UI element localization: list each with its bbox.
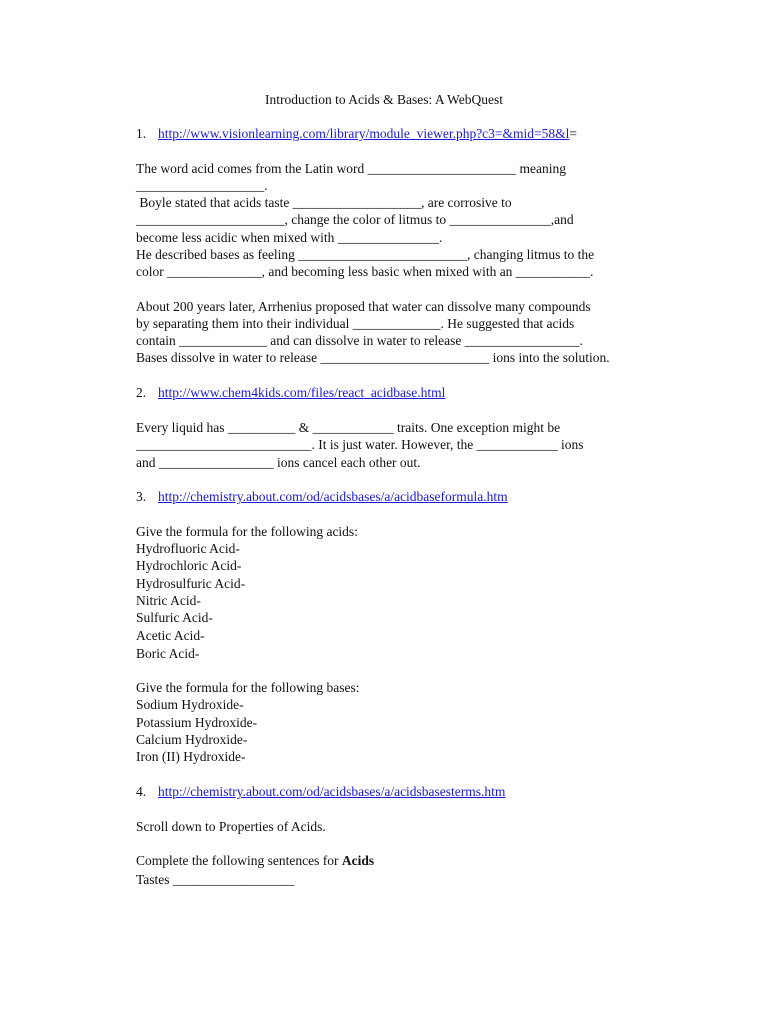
bases-heading: Give the formula for the following bases: [136, 680, 360, 695]
base-item: Sodium Hydroxide- [136, 697, 244, 712]
s1-line-4: become less acidic when mixed with _______________. [136, 230, 443, 245]
section-1-number: 1. [136, 126, 147, 141]
acid-item: Acetic Acid- [136, 628, 205, 643]
section-4-link[interactable]: http://chemistry.about.com/od/acidsbases/a/acidsbasesterms.htm [158, 784, 506, 799]
s1-line-2: Boyle stated that acids taste ___________________, are corrosive to [136, 195, 512, 210]
tastes-line: Tastes __________________ [136, 872, 295, 887]
s1-line-1: ___________________. [136, 178, 268, 193]
section-1-header [136, 126, 577, 142]
s2-line-1: __________________________. It is just water. However, the ____________ ions [136, 437, 584, 452]
acid-item: Hydrosulfuric Acid- [136, 576, 246, 591]
acid-item: Hydrofluoric Acid- [136, 541, 240, 556]
s2-line-0: Every liquid has __________ & ____________ traits. One exception might be [136, 420, 561, 435]
section-1-link-tail: = [569, 126, 578, 141]
section-2-header [136, 385, 445, 401]
base-item: Calcium Hydroxide- [136, 732, 248, 747]
s1-line-3: ______________________, change the color of litmus to _______________,and [136, 212, 574, 227]
s2-line-2: and _________________ ions cancel each other out. [136, 455, 421, 470]
acids-heading: Give the formula for the following acids: [136, 524, 358, 539]
complete-prefix: Complete the following sentences for [136, 853, 342, 868]
acid-item: Sulfuric Acid- [136, 610, 213, 625]
section-4-number: 4. [136, 784, 147, 799]
section-2-link[interactable]: http://www.chem4kids.com/files/react_acidbase.html [158, 385, 446, 400]
base-item: Potassium Hydroxide- [136, 715, 258, 730]
s1-line-6: color ______________, and becoming less basic when mixed with an ___________. [136, 264, 594, 279]
s1-para2-line-2: contain _____________ and can dissolve in water to release _________________. [136, 333, 583, 348]
section-1-link[interactable]: http://www.visionlearning.com/library/module_viewer.php?c3=&mid=58&l [158, 126, 570, 141]
s1-para2-line-0: About 200 years later, Arrhenius proposed that water can dissolve many compounds [136, 299, 591, 314]
complete-instruction [136, 853, 374, 869]
s1-para2-line-3: Bases dissolve in water to release _________________________ ions into the solution. [136, 350, 610, 365]
section-3-header [136, 489, 508, 505]
s1-line-0: The word acid comes from the Latin word ______________________ meaning [136, 161, 567, 176]
section-4-header [136, 784, 505, 800]
section-2-number: 2. [136, 385, 147, 400]
s1-line-5: He described bases as feeling _________________________, changing litmus to the [136, 247, 595, 262]
acid-item: Boric Acid- [136, 646, 200, 661]
s1-para2-line-1: by separating them into their individual _____________. He suggested that acids [136, 316, 575, 331]
scroll-instruction: Scroll down to Properties of Acids. [136, 819, 326, 834]
base-item: Iron (II) Hydroxide- [136, 749, 246, 764]
acids-bold-label: Acids [341, 853, 375, 868]
acid-item: Nitric Acid- [136, 593, 201, 608]
page-title: Introduction to Acids & Bases: A WebQuest [265, 92, 503, 107]
section-3-link[interactable]: http://chemistry.about.com/od/acidsbases/a/acidbaseformula.htm [158, 489, 508, 504]
section-3-number: 3. [136, 489, 147, 504]
acid-item: Hydrochloric Acid- [136, 558, 242, 573]
